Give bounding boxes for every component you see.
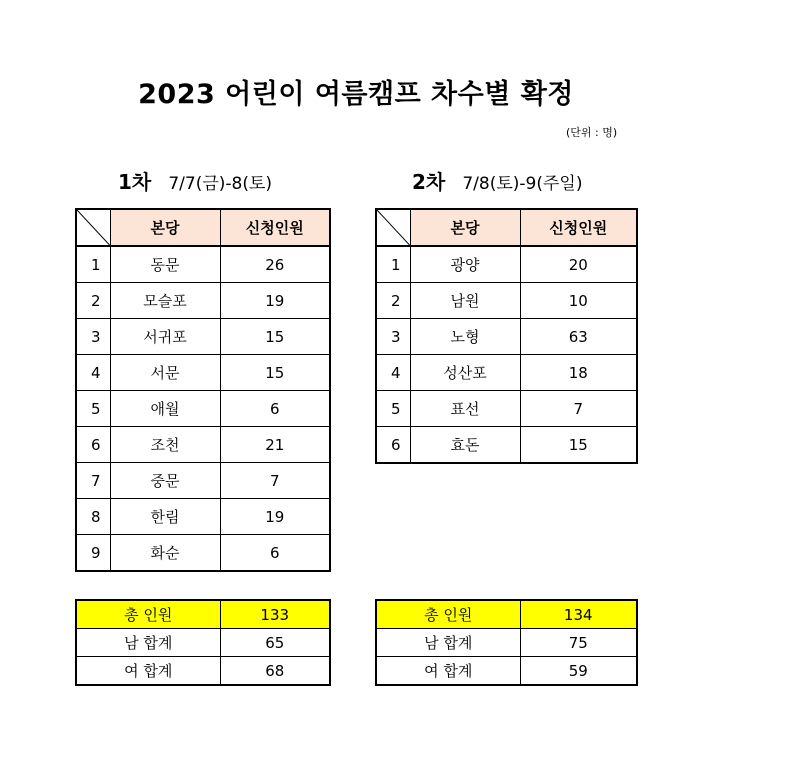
header-branch: 본당: [110, 209, 220, 246]
applicant-count: 6: [220, 535, 330, 572]
applicant-count: 6: [220, 391, 330, 427]
table-header-row: [376, 209, 637, 246]
female-value: 59: [520, 657, 637, 686]
applicant-count: 20: [520, 246, 637, 283]
branch-name: 남원: [410, 283, 520, 319]
male-value: 75: [520, 629, 637, 657]
branch-name: 서귀포: [110, 319, 220, 355]
male-label: 남 합계: [76, 629, 220, 657]
branch-name: 화순: [110, 535, 220, 572]
row-number: 6: [376, 427, 410, 464]
row-number: 3: [376, 319, 410, 355]
table-row: [76, 355, 330, 391]
row-number: 6: [76, 427, 110, 463]
branch-name: 서문: [110, 355, 220, 391]
session2-dates: 7/8(토)-9(주일): [462, 174, 583, 194]
row-number: 4: [376, 355, 410, 391]
session1-label: 1차: [118, 170, 152, 194]
unit-note: (단위 : 명): [566, 126, 618, 139]
table-row: [376, 246, 637, 283]
branch-name: 한림: [110, 499, 220, 535]
table-row: [76, 246, 330, 283]
female-label: 여 합계: [76, 657, 220, 686]
header-count: 신청인원: [220, 209, 330, 246]
session2-table: [375, 208, 638, 464]
branch-name: 효돈: [410, 427, 520, 464]
female-value: 68: [220, 657, 330, 686]
applicant-count: 19: [220, 499, 330, 535]
table-row: [376, 319, 637, 355]
diagonal-line-icon: [77, 210, 110, 245]
total-label: 총 인원: [376, 600, 520, 629]
table-row: [76, 319, 330, 355]
session1-heading: [118, 166, 272, 195]
row-number: 2: [376, 283, 410, 319]
row-number: 5: [376, 391, 410, 427]
branch-name: 조천: [110, 427, 220, 463]
male-row: [376, 629, 637, 657]
header-branch: 본당: [410, 209, 520, 246]
branch-name: 노형: [410, 319, 520, 355]
female-row: [76, 657, 330, 686]
total-row: [76, 600, 330, 629]
row-number: 7: [76, 463, 110, 499]
header-count: 신청인원: [520, 209, 637, 246]
branch-name: 성산포: [410, 355, 520, 391]
total-value: 133: [220, 600, 330, 629]
applicant-count: 15: [520, 427, 637, 464]
page-title: 2023 어린이 여름캠프 차수별 확정: [138, 79, 574, 110]
table-row: [376, 355, 637, 391]
session1-summary: [75, 599, 331, 686]
row-number: 4: [76, 355, 110, 391]
table-row: [76, 391, 330, 427]
row-number: 3: [76, 319, 110, 355]
female-row: [376, 657, 637, 686]
corner-cell: [76, 209, 110, 246]
table-row: [376, 283, 637, 319]
branch-name: 모슬포: [110, 283, 220, 319]
applicant-count: 63: [520, 319, 637, 355]
applicant-count: 15: [220, 355, 330, 391]
branch-name: 표선: [410, 391, 520, 427]
applicant-count: 26: [220, 246, 330, 283]
applicant-count: 18: [520, 355, 637, 391]
table-row: [376, 391, 637, 427]
applicant-count: 15: [220, 319, 330, 355]
corner-cell: [376, 209, 410, 246]
session1-table: [75, 208, 331, 572]
table-header-row: [76, 209, 330, 246]
diagonal-line-icon: [377, 210, 410, 245]
male-row: [76, 629, 330, 657]
applicant-count: 7: [520, 391, 637, 427]
session2-heading: [412, 166, 582, 195]
male-label: 남 합계: [376, 629, 520, 657]
table-row: [76, 499, 330, 535]
applicant-count: 10: [520, 283, 637, 319]
branch-name: 광양: [410, 246, 520, 283]
female-label: 여 합계: [376, 657, 520, 686]
session2-summary: [375, 599, 638, 686]
total-row: [376, 600, 637, 629]
applicant-count: 7: [220, 463, 330, 499]
total-label: 총 인원: [76, 600, 220, 629]
table-row: [76, 535, 330, 572]
row-number: 8: [76, 499, 110, 535]
branch-name: 동문: [110, 246, 220, 283]
applicant-count: 19: [220, 283, 330, 319]
male-value: 65: [220, 629, 330, 657]
row-number: 1: [76, 246, 110, 283]
row-number: 9: [76, 535, 110, 572]
session1-dates: 7/7(금)-8(토): [168, 174, 273, 194]
branch-name: 중문: [110, 463, 220, 499]
row-number: 5: [76, 391, 110, 427]
row-number: 2: [76, 283, 110, 319]
table-row: [76, 463, 330, 499]
row-number: 1: [376, 246, 410, 283]
table-row: [376, 427, 637, 464]
table-row: [76, 427, 330, 463]
table-row: [76, 283, 330, 319]
session2-label: 2차: [412, 170, 446, 194]
total-value: 134: [520, 600, 637, 629]
branch-name: 애월: [110, 391, 220, 427]
applicant-count: 21: [220, 427, 330, 463]
